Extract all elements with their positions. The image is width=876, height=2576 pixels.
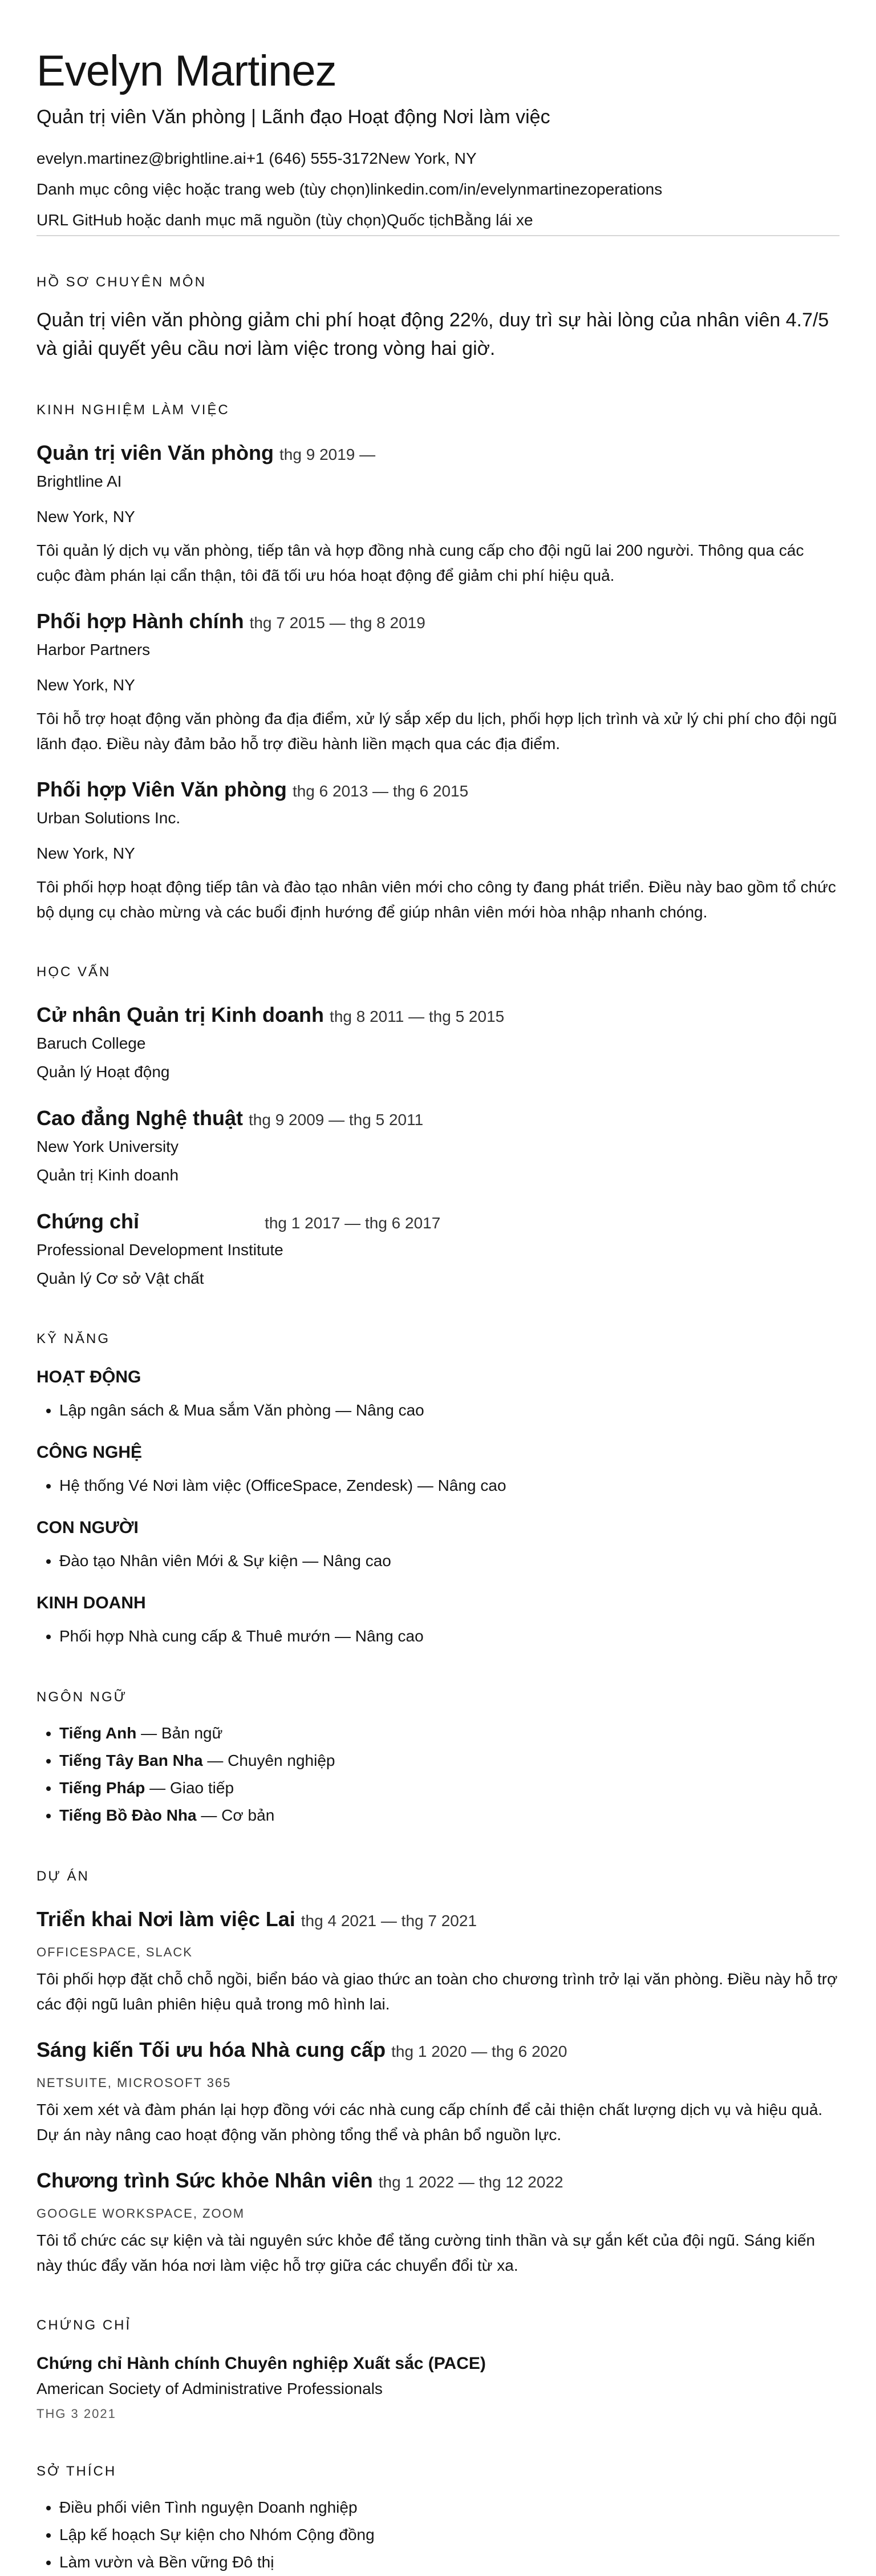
project-name: Triển khai Nơi làm việc Lai [36,1907,295,1931]
experience-entry [36,776,840,925]
experience-section [36,401,840,925]
certifications-section [36,2316,840,2424]
education-dates: thg 9 2009 — thg 5 2011 [249,1111,424,1129]
field-of-study: Quản lý Cơ sở Vật chất [36,1269,204,1287]
interest-item: • Lập kế hoạch Sự kiện cho Nhóm Cộng đồng [59,2521,840,2549]
language-name: Tiếng Bồ Đào Nha [59,1806,197,1824]
skill-list [36,1397,840,1424]
degree-title: Cao đẳng Nghệ thuật [36,1106,243,1130]
project-name: Chương trình Sức khỏe Nhân viên [36,2169,373,2192]
language-item [59,1720,840,1747]
candidate-name: Evelyn Martinez [36,47,336,95]
job-dates: thg 6 2013 — thg 6 2015 [292,782,469,800]
education-entry [36,1001,840,1085]
education-entry [36,1105,840,1188]
resume-header [36,46,840,236]
section-title-experience: KINH NGHIỆM LÀM VIỆC [36,402,230,418]
project-entry [36,2036,840,2148]
interest-list [36,2494,840,2576]
section-title-education: HỌC VẤN [36,964,111,980]
project-entry [36,1906,840,2017]
section-title-skills: KỸ NĂNG [36,1331,111,1346]
skill-group [36,1591,840,1650]
contact-line-3: URL GitHub hoặc danh mục mã nguồn (tùy chọn)Quốc tịchBằng lái xe [36,211,533,229]
project-dates: thg 1 2022 — thg 12 2022 [378,2173,563,2191]
language-item [59,1747,840,1774]
project-name: Sáng kiến Tối ưu hóa Nhà cung cấp [36,2038,386,2061]
language-level: — Giao tiếp [145,1779,234,1797]
job-title: Phối hợp Hành chính [36,609,244,633]
job-dates: thg 9 2019 — [279,446,376,463]
contact-line-1: evelyn.martinez@brightline.ai+1 (646) 555-3172New York, NY [36,149,477,167]
skill-group-name: KINH DOANH [36,1594,146,1612]
language-item [59,1774,840,1802]
experience-entry [36,439,840,588]
language-level: — Bản ngữ [136,1724,223,1742]
company-name: Brightline AI [36,472,122,490]
headline: Quản trị viên Văn phòng | Lãnh đạo Hoạt động Nơi làm việc [36,106,550,128]
interest-item: • Điều phối viên Tình nguyện Doanh nghiệp [59,2494,840,2521]
job-title: Quản trị viên Văn phòng [36,441,274,464]
summary-section [36,273,840,363]
project-description: Tôi xem xét và đàm phán lại hợp đồng với các nhà cung cấp chính để cải thiện chất lượng dịch vụ và hiệu quả. Dự án này nâng cao hoạt động văn phòng tổng thể và phân bổ nguồn lực. [36,2101,823,2144]
project-tech: GOOGLE WORKSPACE, ZOOM [36,2206,245,2221]
skills-section [36,1329,840,1650]
project-description: Tôi phối hợp đặt chỗ chỗ ngồi, biển báo và giao thức an toàn cho chương trình trở lại văn phòng. Điều này hỗ trợ các đội ngũ luân phiên hiệu quả trong mô hình lai. [36,1970,838,2013]
skill-group [36,1515,840,1575]
education-dates: thg 8 2011 — thg 5 2015 [330,1008,505,1025]
language-name: Tiếng Anh [59,1724,137,1742]
skill-item: • Phối hợp Nhà cung cấp & Thuê mướn — Nâng cao [59,1623,840,1650]
certification-name: Chứng chỉ Hành chính Chuyên nghiệp Xuất sắc (PACE) [36,2354,486,2373]
section-title-certifications: CHỨNG CHỈ [36,2318,132,2333]
school-name: Baruch College [36,1034,146,1052]
skill-group-name: CÔNG NGHỆ [36,1443,143,1462]
company-name: Urban Solutions Inc. [36,809,181,827]
interest-item: • Làm vườn và Bền vững Đô thị [59,2549,840,2576]
degree-title: Cử nhân Quản trị Kinh doanh [36,1003,325,1026]
job-description: Tôi quản lý dịch vụ văn phòng, tiếp tân và hợp đồng nhà cung cấp cho đội ngũ lai 200 người. Thông qua các cuộc đàm phán lại cẩn thận, tôi đã tối ưu hóa hoạt động để giảm chi phí hiệu quả. [36,541,804,584]
language-name: Tiếng Tây Ban Nha [59,1752,203,1769]
language-level: — Chuyên nghiệp [202,1752,335,1769]
skill-item: • Đào tạo Nhân viên Mới & Sự kiện — Nâng cao [59,1547,840,1575]
contact-line-2: Danh mục công việc hoặc trang web (tùy chọn)linkedin.com/in/evelynmartinezoperations [36,180,663,198]
skill-group [36,1365,840,1424]
school-name: Professional Development Institute [36,1241,283,1259]
education-dates: thg 1 2017 — thg 6 2017 [265,1214,441,1232]
company-name: Harbor Partners [36,641,151,658]
language-level: — Cơ bản [196,1806,275,1824]
certification-org: American Society of Administrative Professionals [36,2380,383,2397]
school-name: New York University [36,1138,179,1155]
job-title: Phối hợp Viên Văn phòng [36,778,287,801]
job-description: Tôi hỗ trợ hoạt động văn phòng đa địa điểm, xử lý sắp xếp du lịch, phối hợp lịch trình và xử lý chi phí cho đội ngũ lãnh đạo. Điều này đảm bảo hỗ trợ điều hành liền mạch qua các địa điểm. [36,710,837,753]
education-entry [36,1208,840,1292]
skill-group [36,1440,840,1499]
job-dates: thg 7 2015 — thg 8 2019 [249,614,425,632]
projects-section [36,1867,840,2278]
project-dates: thg 4 2021 — thg 7 2021 [301,1912,477,1930]
field-of-study: Quản lý Hoạt động [36,1063,170,1081]
job-description: Tôi phối hợp hoạt động tiếp tân và đào tạo nhân viên mới cho công ty đang phát triển. Điều này bao gồm tổ chức bộ dụng cụ chào mừng và các buổi định hướng để giúp nhân viên mới hòa nhập nhanh chóng. [36,878,836,921]
section-title-summary: HỒ SƠ CHUYÊN MÔN [36,274,206,290]
project-dates: thg 1 2020 — thg 6 2020 [391,2043,567,2060]
language-name: Tiếng Pháp [59,1779,145,1797]
interests-section [36,2462,840,2576]
certification-date: THG 3 2021 [36,2407,116,2421]
section-title-interests: SỞ THÍCH [36,2464,117,2479]
skill-group-name: HOẠT ĐỘNG [36,1368,141,1386]
project-description: Tôi tổ chức các sự kiện và tài nguyên sức khỏe để tăng cường tinh thần và sự gắn kết của đội ngũ. Sáng kiến này thúc đẩy văn hóa nơi làm việc hỗ trợ giữa các chuyển đổi từ xa. [36,2231,816,2274]
field-of-study: Quản trị Kinh doanh [36,1166,179,1184]
job-location: New York, NY [36,676,135,694]
language-list [36,1720,840,1829]
skill-list [36,1623,840,1650]
job-location: New York, NY [36,508,135,525]
skill-list [36,1547,840,1575]
education-section [36,963,840,1292]
languages-section [36,1688,840,1829]
section-title-projects: DỰ ÁN [36,1869,90,1884]
section-title-languages: NGÔN NGỮ [36,1689,128,1705]
skill-group-name: CON NGƯỜI [36,1518,139,1537]
skill-list [36,1472,840,1499]
header-divider [36,235,840,236]
experience-entry [36,608,840,757]
job-location: New York, NY [36,844,135,862]
project-entry [36,2167,840,2278]
skill-item: • Hệ thống Vé Nơi làm việc (OfficeSpace, Zendesk) — Nâng cao [59,1472,840,1499]
summary-text: Quản trị viên văn phòng giảm chi phí hoạt động 22%, duy trì sự hài lòng của nhân viên 4.7/5 và giải quyết yêu cầu nơi làm việc trong vòng hai giờ. [36,309,829,359]
degree-title: Chứng chỉ [36,1210,140,1233]
project-tech: NETSUITE, MICROSOFT 365 [36,2076,232,2090]
language-item [59,1802,840,1829]
skill-item: • Lập ngân sách & Mua sắm Văn phòng — Nâng cao [59,1397,840,1424]
project-tech: OFFICESPACE, SLACK [36,1945,193,1959]
